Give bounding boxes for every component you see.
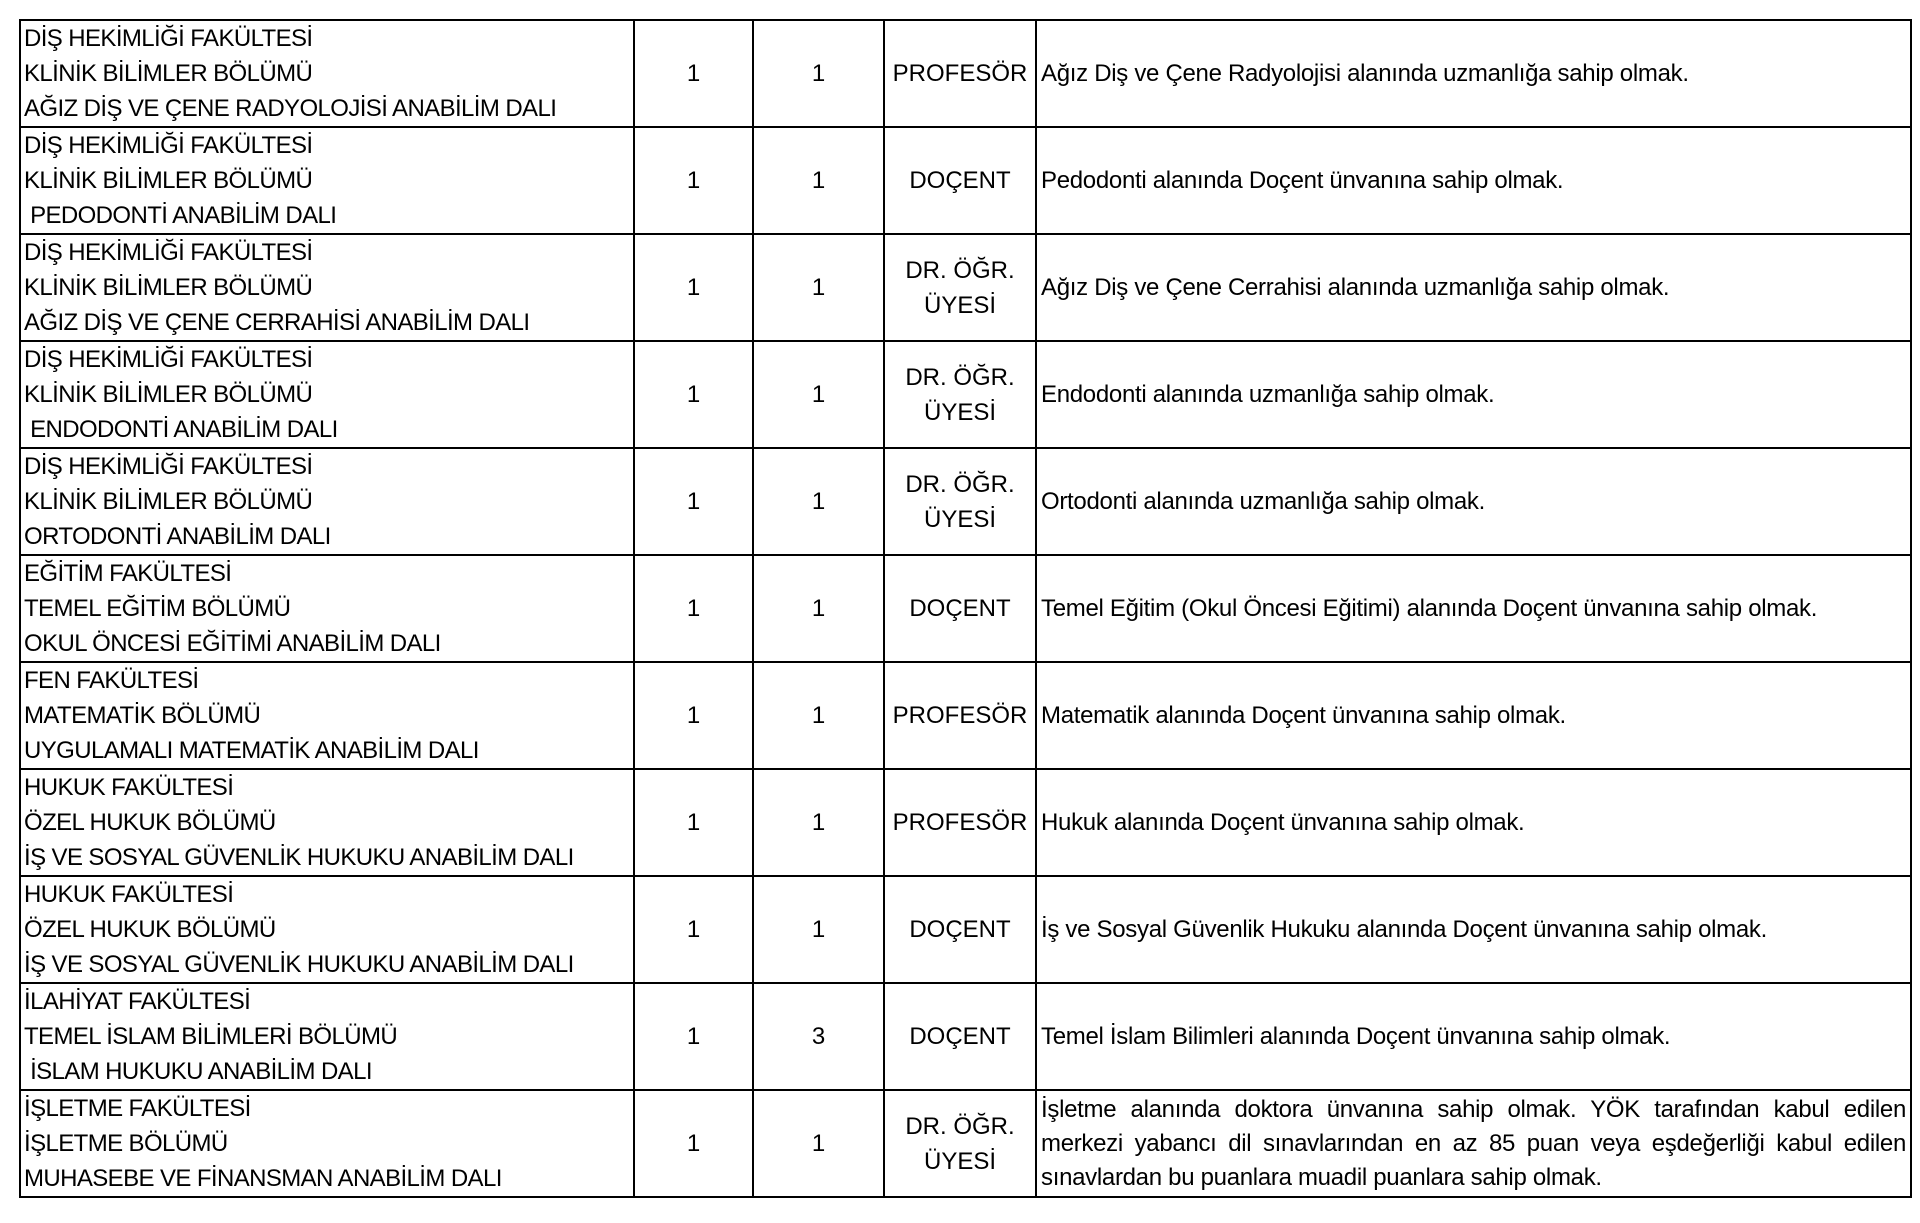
positions-table-body (20, 20, 1911, 1197)
count-a-cell: 1 (634, 341, 753, 448)
requirement-cell: Ağız Diş ve Çene Radyolojisi alanında uzmanlığa sahip olmak. (1036, 20, 1911, 127)
division-name: ORTODONTİ ANABİLİM DALI (24, 523, 331, 550)
department-name: İŞLETME BÖLÜMÜ (24, 1130, 228, 1157)
count-b-cell: 1 (753, 662, 884, 769)
requirement-cell: Temel İslam Bilimleri alanında Doçent ünvanına sahip olmak. (1036, 983, 1911, 1090)
count-b-cell: 1 (753, 1090, 884, 1197)
requirement-cell: Temel Eğitim (Okul Öncesi Eğitimi) alanında Doçent ünvanına sahip olmak. (1036, 555, 1911, 662)
faculty-name: İŞLETME FAKÜLTESİ (24, 1095, 251, 1122)
academic-title-cell (884, 127, 1036, 234)
count-a-cell: 1 (634, 127, 753, 234)
academic-title-line: DR. ÖĞR. (905, 363, 1015, 391)
academic-unit-cell (20, 448, 634, 555)
count-b-cell: 1 (753, 448, 884, 555)
requirement-cell: Endodonti alanında uzmanlığa sahip olmak. (1036, 341, 1911, 448)
department-name: KLİNİK BİLİMLER BÖLÜMÜ (24, 488, 313, 515)
requirement-cell: Hukuk alanında Doçent ünvanına sahip olmak. (1036, 769, 1911, 876)
department-name: KLİNİK BİLİMLER BÖLÜMÜ (24, 60, 313, 87)
department-name: KLİNİK BİLİMLER BÖLÜMÜ (24, 167, 313, 194)
academic-title-cell (884, 341, 1036, 448)
division-name: ENDODONTİ ANABİLİM DALI (24, 416, 338, 443)
division-name: OKUL ÖNCESİ EĞİTİMİ ANABİLİM DALI (24, 630, 441, 657)
academic-title-line: DOÇENT (909, 167, 1011, 194)
academic-title-cell (884, 662, 1036, 769)
academic-title-line: PROFESÖR (892, 702, 1028, 729)
faculty-name: DİŞ HEKİMLİĞİ FAKÜLTESİ (24, 239, 313, 266)
faculty-name: DİŞ HEKİMLİĞİ FAKÜLTESİ (24, 25, 313, 52)
table-row (20, 127, 1911, 234)
academic-title-cell (884, 983, 1036, 1090)
academic-title-cell (884, 448, 1036, 555)
department-name: KLİNİK BİLİMLER BÖLÜMÜ (24, 274, 313, 301)
academic-title-cell (884, 1090, 1036, 1197)
requirement-cell: Pedodonti alanında Doçent ünvanına sahip olmak. (1036, 127, 1911, 234)
division-name: İŞ VE SOSYAL GÜVENLİK HUKUKU ANABİLİM DALI (24, 844, 574, 871)
academic-title-cell (884, 234, 1036, 341)
division-name: AĞIZ DİŞ VE ÇENE CERRAHİSİ ANABİLİM DALI (24, 309, 530, 336)
academic-unit-cell (20, 1090, 634, 1197)
count-b-cell: 1 (753, 555, 884, 662)
count-a-cell: 1 (634, 983, 753, 1090)
academic-unit-cell (20, 662, 634, 769)
count-b-cell: 1 (753, 769, 884, 876)
table-row (20, 876, 1911, 983)
table-row (20, 555, 1911, 662)
academic-unit-cell (20, 234, 634, 341)
positions-table (19, 19, 1912, 1198)
table-row (20, 769, 1911, 876)
academic-title-line: PROFESÖR (892, 60, 1028, 87)
table-row (20, 1090, 1911, 1197)
count-a-cell: 1 (634, 448, 753, 555)
count-a-cell: 1 (634, 555, 753, 662)
academic-title-line: PROFESÖR (892, 809, 1028, 836)
count-b-cell: 1 (753, 234, 884, 341)
academic-title-line: DOÇENT (909, 595, 1011, 622)
faculty-name: EĞİTİM FAKÜLTESİ (24, 560, 232, 587)
division-name: İŞ VE SOSYAL GÜVENLİK HUKUKU ANABİLİM DALI (24, 951, 574, 978)
faculty-name: HUKUK FAKÜLTESİ (24, 881, 234, 908)
department-name: KLİNİK BİLİMLER BÖLÜMÜ (24, 381, 313, 408)
academic-title-line: DOÇENT (909, 1023, 1011, 1050)
academic-title-line: ÜYESİ (923, 291, 997, 319)
division-name: PEDODONTİ ANABİLİM DALI (24, 202, 337, 229)
department-name: TEMEL EĞİTİM BÖLÜMÜ (24, 595, 291, 622)
department-name: TEMEL İSLAM BİLİMLERİ BÖLÜMÜ (24, 1023, 398, 1050)
faculty-name: DİŞ HEKİMLİĞİ FAKÜLTESİ (24, 453, 313, 480)
academic-unit-cell (20, 983, 634, 1090)
academic-title-line: DR. ÖĞR. (905, 470, 1015, 498)
requirement-cell: Ağız Diş ve Çene Cerrahisi alanında uzmanlığa sahip olmak. (1036, 234, 1911, 341)
academic-title-line: ÜYESİ (923, 505, 997, 533)
count-b-cell: 1 (753, 127, 884, 234)
academic-unit-cell (20, 20, 634, 127)
academic-title-cell (884, 555, 1036, 662)
academic-title-cell (884, 20, 1036, 127)
academic-title-line: ÜYESİ (923, 1147, 997, 1175)
count-b-cell: 1 (753, 341, 884, 448)
academic-unit-cell (20, 876, 634, 983)
faculty-name: HUKUK FAKÜLTESİ (24, 774, 234, 801)
department-name: MATEMATİK BÖLÜMÜ (24, 702, 261, 729)
academic-title-line: DOÇENT (909, 916, 1011, 943)
academic-title-line: DR. ÖĞR. (905, 1112, 1015, 1140)
count-b-cell: 1 (753, 876, 884, 983)
count-b-cell: 3 (753, 983, 884, 1090)
count-a-cell: 1 (634, 20, 753, 127)
faculty-name: FEN FAKÜLTESİ (24, 667, 199, 694)
requirement-cell: Matematik alanında Doçent ünvanına sahip olmak. (1036, 662, 1911, 769)
division-name: MUHASEBE VE FİNANSMAN ANABİLİM DALI (24, 1165, 502, 1192)
count-b-cell: 1 (753, 20, 884, 127)
faculty-name: DİŞ HEKİMLİĞİ FAKÜLTESİ (24, 346, 313, 373)
table-row (20, 662, 1911, 769)
academic-unit-cell (20, 769, 634, 876)
department-name: ÖZEL HUKUK BÖLÜMÜ (24, 809, 276, 836)
count-a-cell: 1 (634, 876, 753, 983)
table-row (20, 983, 1911, 1090)
department-name: ÖZEL HUKUK BÖLÜMÜ (24, 916, 276, 943)
table-row (20, 341, 1911, 448)
academic-title-cell (884, 876, 1036, 983)
academic-unit-cell (20, 555, 634, 662)
faculty-name: İLAHİYAT FAKÜLTESİ (24, 988, 251, 1015)
table-row (20, 20, 1911, 127)
division-name: UYGULAMALI MATEMATİK ANABİLİM DALI (24, 737, 479, 764)
count-a-cell: 1 (634, 1090, 753, 1197)
division-name: İSLAM HUKUKU ANABİLİM DALI (24, 1058, 372, 1085)
academic-unit-cell (20, 127, 634, 234)
academic-title-line: ÜYESİ (923, 398, 997, 426)
division-name: AĞIZ DİŞ VE ÇENE RADYOLOJİSİ ANABİLİM DALI (24, 95, 557, 122)
table-row (20, 448, 1911, 555)
requirement-cell: İşletme alanında doktora ünvanına sahip olmak. YÖK tarafından kabul edilen merkezi yabancı dil sınavlarından en az 85 puan veya eşdeğerliği kabul edilen sınavlardan bu puanlara muadil puanlara sahip olmak. (1036, 1090, 1911, 1197)
count-a-cell: 1 (634, 662, 753, 769)
academic-title-cell (884, 769, 1036, 876)
requirement-cell: İş ve Sosyal Güvenlik Hukuku alanında Doçent ünvanına sahip olmak. (1036, 876, 1911, 983)
table-row (20, 234, 1911, 341)
academic-title-line: DR. ÖĞR. (905, 256, 1015, 284)
count-a-cell: 1 (634, 769, 753, 876)
count-a-cell: 1 (634, 234, 753, 341)
academic-unit-cell (20, 341, 634, 448)
faculty-name: DİŞ HEKİMLİĞİ FAKÜLTESİ (24, 132, 313, 159)
requirement-cell: Ortodonti alanında uzmanlığa sahip olmak. (1036, 448, 1911, 555)
